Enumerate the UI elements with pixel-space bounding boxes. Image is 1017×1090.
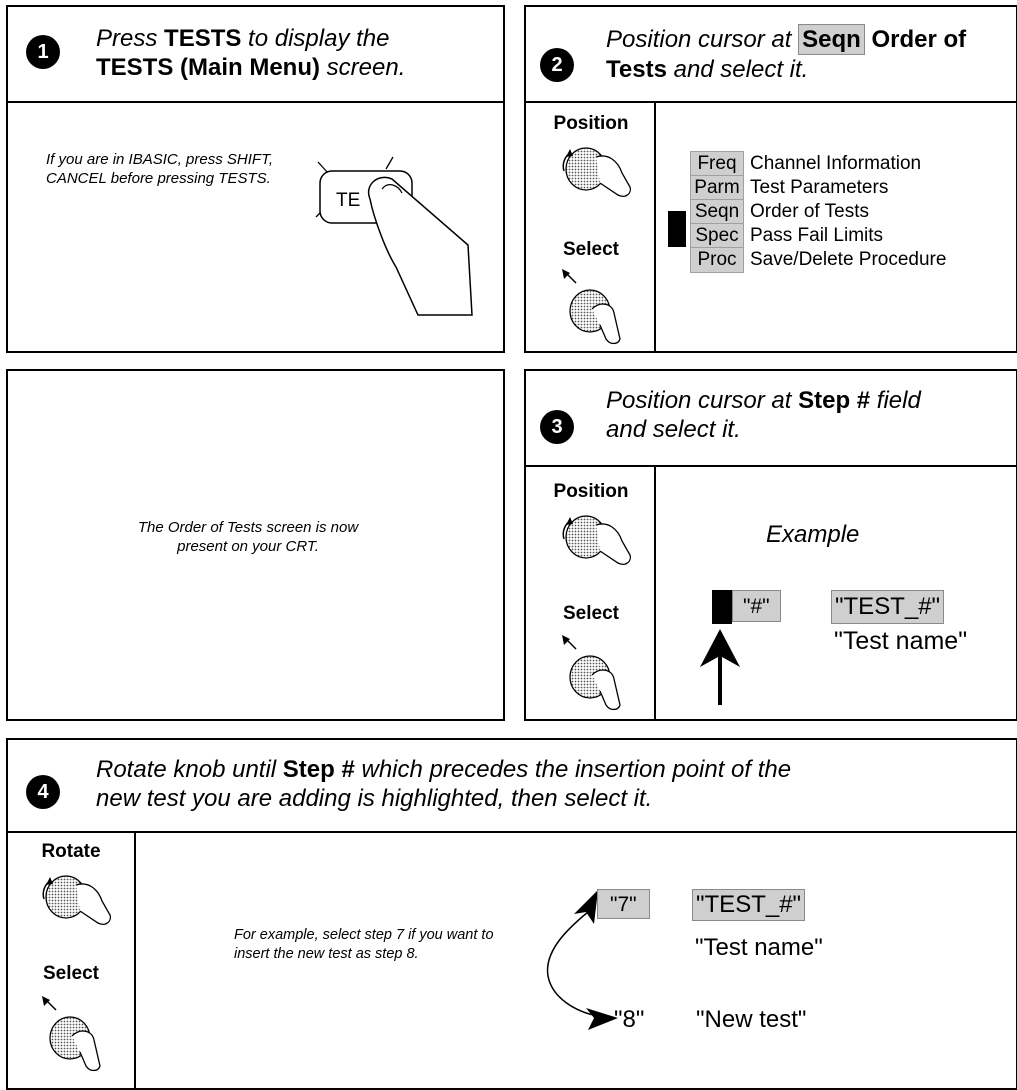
- step3-step-field[interactable]: "#": [732, 590, 781, 622]
- step4-title-part1: Rotate knob until: [96, 756, 277, 783]
- step1-title-part2: to display the: [248, 25, 390, 52]
- step-field-cursor: [712, 590, 732, 624]
- step1-note: If you are in IBASIC, press SHIFT, CANCEL before pressing TESTS.: [46, 151, 274, 187]
- menu-row-parm[interactable]: [690, 175, 946, 199]
- menu-row-spec[interactable]: [690, 223, 946, 247]
- step1-title-part3: screen.: [326, 54, 406, 81]
- step4-select-label: Select: [43, 963, 99, 984]
- step1-title-key: TESTS: [164, 25, 242, 52]
- step1-title-part1: Press: [96, 25, 158, 52]
- menu-code: Spec: [690, 223, 744, 249]
- select-knob-icon: [556, 269, 636, 349]
- rotate-knob-icon: [36, 863, 116, 933]
- step2-title-part4: and select it.: [673, 56, 809, 83]
- menu-code: Freq: [690, 151, 744, 177]
- step4-step-7-field[interactable]: "7": [597, 889, 650, 919]
- step4-title-line2: new test you are adding is highlighted, then select it.: [96, 785, 653, 812]
- up-arrow-icon: [698, 629, 742, 705]
- menu-label: Channel Information: [750, 153, 922, 174]
- step2-divider: [654, 103, 656, 351]
- step1-title-screen: TESTS (Main Menu): [96, 54, 320, 81]
- step3-title-field: Step #: [798, 387, 871, 414]
- step3-title-part1: Position cursor at: [606, 387, 792, 414]
- menu-label: Order of Tests: [750, 201, 869, 222]
- step3-panel: [524, 369, 1017, 721]
- step4-step-8: "8": [614, 1006, 645, 1033]
- info-text: The Order of Tests screen is now present on your CRT.: [137, 519, 359, 555]
- menu-code: Parm: [690, 175, 744, 201]
- info-panel: [6, 369, 505, 721]
- step2-header: [526, 7, 1016, 103]
- step1-title: [96, 24, 496, 82]
- step4-title: [96, 755, 1016, 813]
- position-knob-icon: [556, 503, 636, 573]
- step4-new-test: "New test": [696, 1006, 807, 1033]
- tests-key-press-illustration: [298, 127, 488, 327]
- step3-example-label: Example: [766, 521, 860, 548]
- cursor-block: [668, 211, 686, 247]
- step4-title-field: Step #: [282, 756, 355, 783]
- step2-title-part2: Order of: [871, 26, 967, 53]
- step1-panel: [6, 5, 505, 353]
- step2-title-part3: Tests: [606, 56, 667, 83]
- step4-panel: [6, 738, 1017, 1090]
- menu-row-seqn[interactable]: [690, 199, 946, 223]
- menu-label: Test Parameters: [750, 177, 889, 198]
- step2-title-part1: Position cursor at: [606, 26, 792, 53]
- tests-main-menu: [690, 151, 946, 271]
- step3-title-part2: field: [876, 387, 921, 414]
- select-knob-icon: [36, 996, 116, 1076]
- step2-panel: [524, 5, 1017, 353]
- step3-test-name: "Test name": [834, 627, 968, 655]
- menu-code: Proc: [690, 247, 744, 273]
- step2-position-label: Position: [553, 113, 629, 134]
- step2-select-label: Select: [563, 239, 619, 260]
- step4-title-part2: which precedes the insertion point of the: [361, 756, 792, 783]
- step3-title-part3: and select it.: [606, 416, 741, 443]
- step2-title-field: Seqn: [798, 24, 865, 55]
- step2-number-badge: 2: [540, 48, 574, 82]
- select-knob-icon: [556, 635, 636, 715]
- tests-key-label: TE: [336, 190, 361, 211]
- menu-row-proc[interactable]: [690, 247, 946, 271]
- position-knob-icon: [556, 135, 636, 205]
- step3-test-field: "TEST_#": [831, 590, 944, 624]
- step3-header: [526, 371, 1016, 467]
- step4-number-badge: 4: [26, 775, 60, 809]
- menu-label: Save/Delete Procedure: [750, 249, 947, 270]
- step2-title: [606, 24, 1017, 84]
- step4-rotate-label: Rotate: [41, 841, 101, 862]
- step4-note: For example, select step 7 if you want to insert the new test as step 8.: [234, 927, 494, 962]
- step3-title: [606, 386, 1017, 444]
- menu-label: Pass Fail Limits: [750, 225, 884, 246]
- step3-divider: [654, 467, 656, 719]
- step3-number-badge: 3: [540, 410, 574, 444]
- step3-select-label: Select: [563, 603, 619, 624]
- step3-position-label: Position: [553, 481, 629, 502]
- step4-test-field: "TEST_#": [692, 889, 805, 921]
- menu-row-freq[interactable]: [690, 151, 946, 175]
- step4-divider: [134, 833, 136, 1088]
- step1-number-badge: 1: [26, 35, 60, 69]
- step4-header: [8, 740, 1016, 833]
- step4-test-name: "Test name": [695, 934, 823, 961]
- step1-header: [8, 7, 503, 103]
- menu-code: Seqn: [690, 199, 744, 225]
